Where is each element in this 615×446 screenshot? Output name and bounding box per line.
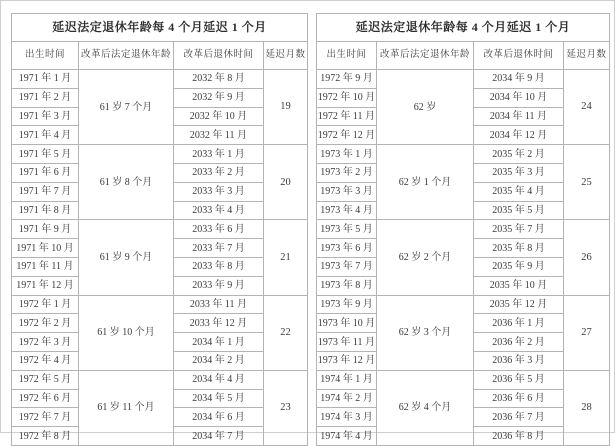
retirement-month-cell: 2034 年 4 月 xyxy=(174,370,264,389)
table-row xyxy=(12,370,308,389)
birth-month-cell: 1973 年 10 月 xyxy=(317,314,377,333)
table-title-row xyxy=(317,14,610,42)
birth-month-cell: 1972 年 8 月 xyxy=(12,427,79,446)
retirement-month-cell: 2034 年 7 月 xyxy=(174,427,264,446)
delay-months-cell: 25 xyxy=(564,145,610,220)
retirement-table-right xyxy=(316,13,610,446)
retirement-month-cell: 2032 年 11 月 xyxy=(174,126,264,145)
birth-month-cell: 1972 年 12 月 xyxy=(317,126,377,145)
birth-month-cell: 1971 年 11 月 xyxy=(12,257,79,276)
birth-month-cell: 1971 年 8 月 xyxy=(12,201,79,220)
birth-month-cell: 1972 年 1 月 xyxy=(12,295,79,314)
table-header-row xyxy=(12,42,308,70)
birth-month-cell: 1973 年 1 月 xyxy=(317,145,377,164)
retirement-month-cell: 2036 年 2 月 xyxy=(474,333,564,352)
retirement-month-cell: 2036 年 8 月 xyxy=(474,427,564,446)
retirement-month-cell: 2036 年 3 月 xyxy=(474,351,564,370)
delay-months-cell: 28 xyxy=(564,370,610,445)
table-body-right xyxy=(317,70,610,446)
retirement-age-cell: 62 岁 4 个月 xyxy=(377,370,474,445)
birth-month-cell: 1973 年 2 月 xyxy=(317,163,377,182)
retirement-table-left xyxy=(11,13,308,446)
birth-month-cell: 1974 年 2 月 xyxy=(317,389,377,408)
retirement-age-cell: 62 岁 3 个月 xyxy=(377,295,474,370)
retirement-month-cell: 2035 年 3 月 xyxy=(474,163,564,182)
birth-month-cell: 1973 年 4 月 xyxy=(317,201,377,220)
table-body-left xyxy=(12,70,308,446)
retirement-month-cell: 2034 年 2 月 xyxy=(174,351,264,370)
table-row xyxy=(12,70,308,89)
birth-month-cell: 1972 年 10 月 xyxy=(317,88,377,107)
delay-months-cell: 27 xyxy=(564,295,610,370)
col-header-statutory-age: 改革后法定退休年龄 xyxy=(79,42,174,70)
retirement-month-cell: 2036 年 6 月 xyxy=(474,389,564,408)
retirement-month-cell: 2033 年 1 月 xyxy=(174,145,264,164)
retirement-month-cell: 2035 年 2 月 xyxy=(474,145,564,164)
retirement-month-cell: 2035 年 9 月 xyxy=(474,257,564,276)
birth-month-cell: 1973 年 12 月 xyxy=(317,351,377,370)
retirement-month-cell: 2033 年 12 月 xyxy=(174,314,264,333)
table-row xyxy=(12,220,308,239)
retirement-month-cell: 2035 年 5 月 xyxy=(474,201,564,220)
retirement-month-cell: 2034 年 1 月 xyxy=(174,333,264,352)
birth-month-cell: 1971 年 2 月 xyxy=(12,88,79,107)
birth-month-cell: 1971 年 3 月 xyxy=(12,107,79,126)
retirement-month-cell: 2036 年 1 月 xyxy=(474,314,564,333)
birth-month-cell: 1972 年 6 月 xyxy=(12,389,79,408)
birth-month-cell: 1972 年 4 月 xyxy=(12,351,79,370)
retirement-month-cell: 2033 年 2 月 xyxy=(174,163,264,182)
birth-month-cell: 1971 年 5 月 xyxy=(12,145,79,164)
retirement-month-cell: 2035 年 12 月 xyxy=(474,295,564,314)
retirement-age-cell: 61 岁 7 个月 xyxy=(79,70,174,145)
col-header-delay-months: 延迟月数 xyxy=(564,42,610,70)
birth-month-cell: 1973 年 9 月 xyxy=(317,295,377,314)
birth-month-cell: 1972 年 7 月 xyxy=(12,408,79,427)
birth-month-cell: 1972 年 3 月 xyxy=(12,333,79,352)
retirement-month-cell: 2035 年 4 月 xyxy=(474,182,564,201)
retirement-month-cell: 2035 年 10 月 xyxy=(474,276,564,295)
birth-month-cell: 1972 年 5 月 xyxy=(12,370,79,389)
retirement-month-cell: 2033 年 9 月 xyxy=(174,276,264,295)
retirement-month-cell: 2034 年 11 月 xyxy=(474,107,564,126)
birth-month-cell: 1972 年 2 月 xyxy=(12,314,79,333)
birth-month-cell: 1973 年 6 月 xyxy=(317,239,377,258)
birth-month-cell: 1971 年 12 月 xyxy=(12,276,79,295)
retirement-month-cell: 2034 年 6 月 xyxy=(174,408,264,427)
birth-month-cell: 1972 年 9 月 xyxy=(317,70,377,89)
birth-month-cell: 1974 年 3 月 xyxy=(317,408,377,427)
birth-month-cell: 1971 年 6 月 xyxy=(12,163,79,182)
table-row xyxy=(317,70,610,89)
table-header-row xyxy=(317,42,610,70)
retirement-month-cell: 2033 年 11 月 xyxy=(174,295,264,314)
birth-month-cell: 1973 年 7 月 xyxy=(317,257,377,276)
delay-months-cell: 24 xyxy=(564,70,610,145)
table-title: 延迟法定退休年龄每 4 个月延迟 1 个月 xyxy=(317,14,610,42)
birth-month-cell: 1971 年 7 月 xyxy=(12,182,79,201)
delay-months-cell: 22 xyxy=(264,295,308,370)
table-row xyxy=(317,295,610,314)
retirement-month-cell: 2034 年 5 月 xyxy=(174,389,264,408)
retirement-month-cell: 2033 年 4 月 xyxy=(174,201,264,220)
delay-months-cell: 23 xyxy=(264,370,308,445)
col-header-delay-months: 延迟月数 xyxy=(264,42,308,70)
retirement-month-cell: 2035 年 8 月 xyxy=(474,239,564,258)
table-row xyxy=(317,145,610,164)
table-row xyxy=(12,145,308,164)
retirement-month-cell: 2034 年 9 月 xyxy=(474,70,564,89)
retirement-age-cell: 61 岁 10 个月 xyxy=(79,295,174,370)
table-row xyxy=(317,370,610,389)
col-header-retirement-time: 改革后退休时间 xyxy=(474,42,564,70)
birth-month-cell: 1973 年 11 月 xyxy=(317,333,377,352)
retirement-month-cell: 2032 年 8 月 xyxy=(174,70,264,89)
delay-months-cell: 26 xyxy=(564,220,610,295)
birth-month-cell: 1973 年 8 月 xyxy=(317,276,377,295)
retirement-age-cell: 61 岁 11 个月 xyxy=(79,370,174,445)
table-title-row xyxy=(12,14,308,42)
retirement-month-cell: 2035 年 7 月 xyxy=(474,220,564,239)
col-header-statutory-age: 改革后法定退休年龄 xyxy=(377,42,474,70)
delay-months-cell: 19 xyxy=(264,70,308,145)
retirement-month-cell: 2034 年 10 月 xyxy=(474,88,564,107)
retirement-age-cell: 62 岁 2 个月 xyxy=(377,220,474,295)
retirement-month-cell: 2036 年 7 月 xyxy=(474,408,564,427)
birth-month-cell: 1973 年 5 月 xyxy=(317,220,377,239)
retirement-age-cell: 61 岁 8 个月 xyxy=(79,145,174,220)
delay-months-cell: 21 xyxy=(264,220,308,295)
retirement-month-cell: 2032 年 10 月 xyxy=(174,107,264,126)
retirement-month-cell: 2032 年 9 月 xyxy=(174,88,264,107)
retirement-month-cell: 2033 年 6 月 xyxy=(174,220,264,239)
retirement-month-cell: 2033 年 3 月 xyxy=(174,182,264,201)
table-title: 延迟法定退休年龄每 4 个月延迟 1 个月 xyxy=(12,14,308,42)
retirement-month-cell: 2034 年 12 月 xyxy=(474,126,564,145)
birth-month-cell: 1971 年 9 月 xyxy=(12,220,79,239)
col-header-retirement-time: 改革后退休时间 xyxy=(174,42,264,70)
retirement-age-cell: 62 岁 xyxy=(377,70,474,145)
retirement-month-cell: 2033 年 8 月 xyxy=(174,257,264,276)
birth-month-cell: 1974 年 1 月 xyxy=(317,370,377,389)
birth-month-cell: 1971 年 10 月 xyxy=(12,239,79,258)
col-header-birth-time: 出生时间 xyxy=(317,42,377,70)
retirement-age-cell: 61 岁 9 个月 xyxy=(79,220,174,295)
retirement-month-cell: 2036 年 5 月 xyxy=(474,370,564,389)
birth-month-cell: 1973 年 3 月 xyxy=(317,182,377,201)
birth-month-cell: 1972 年 11 月 xyxy=(317,107,377,126)
birth-month-cell: 1974 年 4 月 xyxy=(317,427,377,446)
birth-month-cell: 1971 年 4 月 xyxy=(12,126,79,145)
table-row xyxy=(317,220,610,239)
retirement-age-cell: 62 岁 1 个月 xyxy=(377,145,474,220)
retirement-month-cell: 2033 年 7 月 xyxy=(174,239,264,258)
table-row xyxy=(12,295,308,314)
birth-month-cell: 1971 年 1 月 xyxy=(12,70,79,89)
col-header-birth-time: 出生时间 xyxy=(12,42,79,70)
delay-months-cell: 20 xyxy=(264,145,308,220)
